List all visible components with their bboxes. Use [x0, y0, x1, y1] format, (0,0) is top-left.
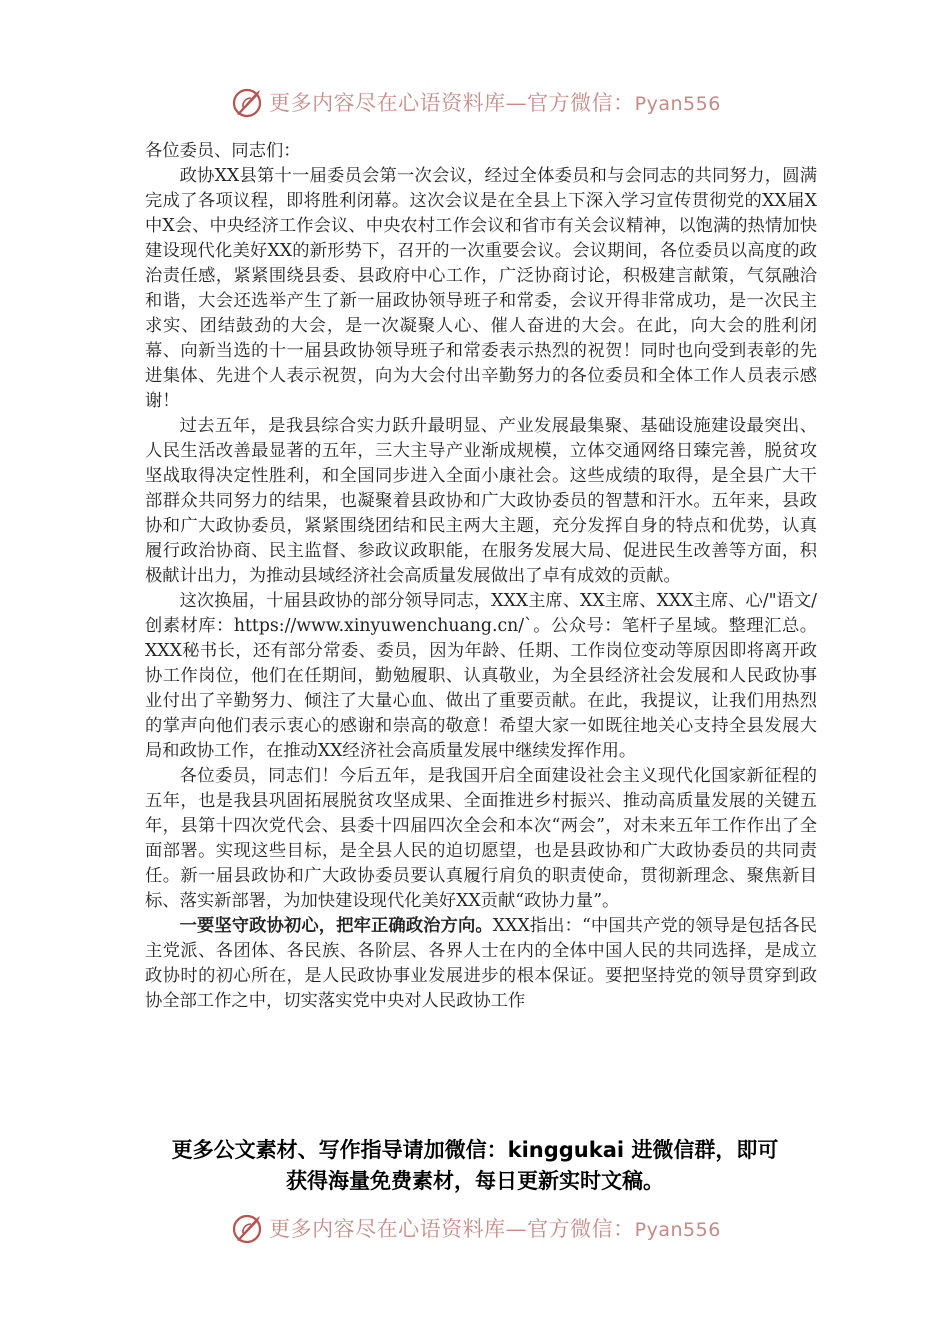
brand-slogan — [269, 1213, 721, 1243]
paragraph: 各位委员，同志们！今后五年，是我国开启全面建设社会主义现代化国家新征程的五年，也是我县巩固拓展脱贫攻坚成果、全面推进乡村振兴、推动高质量发展的关键五年，县第十四次党代会、县委十四届四次全会和本次“两会”，对未来五年工作作出了全面部署。实现这些目标，是全县人民的迫切愿望，也是县政协和广大政协委员的共同责任。新一届县政协和广大政协委员要认真履行肩负的职责使命，贯彻新理念、聚焦新目标、落实新部署，为加快建设现代化美好XX贡献“政协力量”。 — [145, 766, 817, 911]
paragraph: 这次换届，十届县政协的部分领导同志，XXX主席、XX主席、XXX主席、心/"语文/创素材库：https://www.xinyuwenchuang.cn/`。公众号：笔杆子星域。整理汇总。XXX秘书长，还有部分常委、委员，因为年龄、任期、工作岗位变动等原因即将离开政协工作岗位，他们在任期间，勤勉履职、认真敬业，为全县经济社会发展和人民政协事业付出了辛勤努力、倾注了大量心血、做出了重要贡献。在此，我提议，让我们用热烈的掌声向他们表示衷心的感谢和崇高的敬意！希望大家一如既往地关心支持全县发展大局和政协工作，在推动XX经济社会高质量发展中继续发挥作用。 — [145, 591, 817, 761]
promo-banner — [100, 1135, 850, 1197]
pen-circle-logo-icon — [229, 1210, 265, 1246]
promo-line-2: 获得海量免费素材，每日更新实时文稿。 — [286, 1169, 664, 1193]
section-heading: 一要坚守政协初心，把牢正确政治方向。 — [179, 916, 493, 936]
paragraph: 政协XX县第十一届委员会第一次会议，经过全体委员和与会同志的共同努力，圆满完成了各项议程，即将胜利闭幕。这次会议是在全县上下深入学习宣传贯彻党的XX届X中X会、中央经济工作会议、中央农村工作会议和省市有关会议精神，以饱满的热情加快建设现代化美好XX的新形势下，召开的一次重要会议。会议期间，各位委员以高度的政治责任感，紧紧围绕县委、县政府中心工作，广泛协商讨论，积极建言献策，气氛融洽和谐，大会还选举产生了新一届政协领导班子和常委，会议开得非常成功，是一次民主求实、团结鼓劲的大会，是一次凝聚人心、催人奋进的大会。在此，向大会的胜利闭幕、向新当选的十一届县政协领导班子和常委表示热烈的祝贺！同时也向受到表彰的先进集体、先进个人表示祝贺，向为大会付出辛勤努力的各位委员和全体工作人员表示感谢！ — [145, 166, 817, 411]
pen-circle-logo-icon — [229, 84, 265, 120]
brand-wechat-id: Pyan556 — [634, 93, 721, 115]
salutation: 各位委员、同志们： — [145, 141, 301, 161]
brand-footer — [0, 1208, 950, 1248]
promo-line-1: 更多公文素材、写作指导请加微信：kinggukai 进微信群，即可 — [171, 1138, 779, 1162]
paragraph — [145, 914, 817, 1014]
brand-slogan — [269, 87, 721, 117]
brand-slogan-cn: 更多内容尽在心语资料库—官方微信： — [269, 91, 635, 115]
document-body — [145, 139, 817, 1014]
brand-slogan-cn: 更多内容尽在心语资料库—官方微信： — [269, 1217, 635, 1241]
brand-header — [0, 82, 950, 122]
section-text: XXX指出：“中国共产党的领导是包括各民主党派、各团体、各民族、各阶层、各界人士在内的全体中国人民的共同选择，是成立政协时的初心所在，是人民政协事业发展进步的根本保证。要把坚持党的领导贯穿到政协全部工作之中，切实落实党中央对人民政协工作 — [145, 916, 817, 1011]
paragraph: 过去五年，是我县综合实力跃升最明显、产业发展最集聚、基础设施建设最突出、人民生活改善最显著的五年，三大主导产业渐成规模，立体交通网络日臻完善，脱贫攻坚战取得决定性胜利，和全国同步进入全面小康社会。这些成绩的取得，是全县广大干部群众共同努力的结果，也凝聚着县政协和广大政协委员的智慧和汗水。五年来，县政协和广大政协委员，紧紧围绕团结和民主两大主题，充分发挥自身的特点和优势，认真履行政治协商、民主监督、参政议政职能，在服务发展大局、促进民生改善等方面，积极献计出力，为推动县域经济社会高质量发展做出了卓有成效的贡献。 — [145, 416, 817, 586]
brand-wechat-id: Pyan556 — [634, 1219, 721, 1241]
